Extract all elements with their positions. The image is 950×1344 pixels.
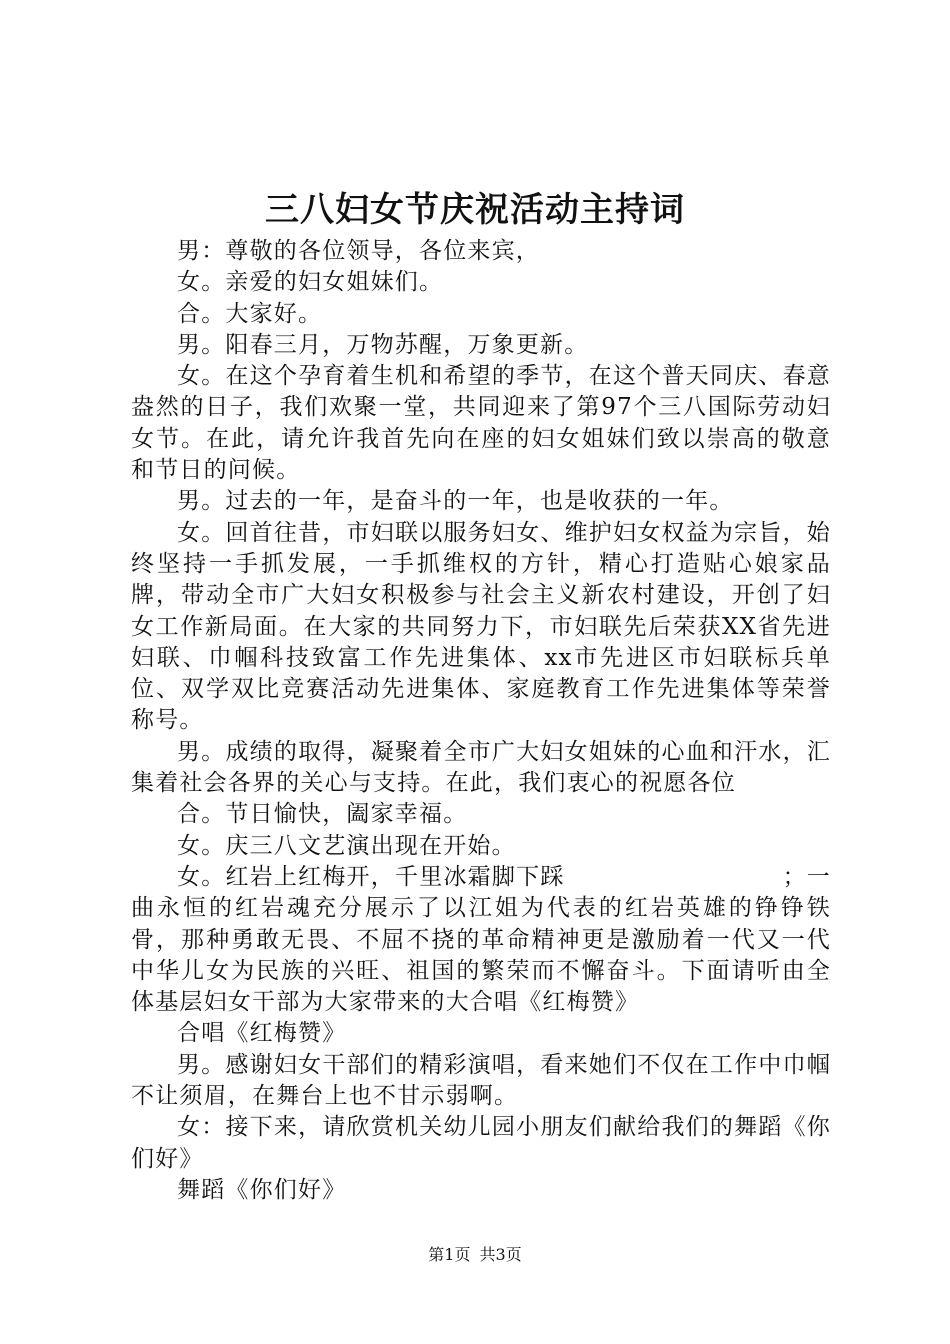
paragraph: 合唱《红梅赞》 xyxy=(177,1020,347,1047)
paragraph: 男。成绩的取得，凝聚着全市广大妇女姐妹的心血和汗水，汇集着社会各界的关心与支持。在此，我们衷心的祝愿各位 xyxy=(131,738,831,797)
paragraph: 男。阳春三月，万物苏醒，万象更新。 xyxy=(177,331,589,358)
page-number: 第1页 xyxy=(428,1245,471,1264)
paragraph: 合。节日愉快，阖家幸福。 xyxy=(177,801,468,828)
paragraph: 男：尊敬的各位领导，各位来宾， xyxy=(177,238,540,264)
document-body xyxy=(131,236,831,1206)
paragraph: 女。庆三八文艺演出现在开始。 xyxy=(177,832,516,859)
paragraph: 男。感谢妇女干部们的精彩演唱，看来她们不仅在工作中巾帼不让须眉，在舞台上也不甘示弱啊。 xyxy=(131,1051,831,1110)
page-footer xyxy=(0,1243,950,1267)
paragraph: 舞蹈《你们好》 xyxy=(177,1176,347,1203)
page-total: 共3页 xyxy=(479,1245,522,1264)
document-title: 三八妇女节庆祝活动主持词 xyxy=(265,190,685,230)
paragraph: 女。红岩上红梅开，千里冰霜脚下踩 ；一曲永恒的红岩魂充分展示了以江姐为代表的红岩英雄的铮铮铁骨，那种勇敢无畏、不屈不挠的革命精神更是激励着一代又一代中华儿女为民族的兴旺、祖国的繁荣而不懈奋斗。下面请听由全体基层妇女干部为大家带来的大合唱《红梅赞》 xyxy=(131,863,831,1016)
paragraph: 女。在这个孕育着生机和希望的季节，在这个普天同庆、春意盎然的日子，我们欢聚一堂，共同迎来了第97个三八国际劳动妇女节。在此，请允许我首先向在座的妇女姐妹们致以崇高的敬意和节日的问候。 xyxy=(131,363,831,484)
paragraph: 女：接下来，请欣赏机关幼儿园小朋友们献给我们的舞蹈《你们好》 xyxy=(131,1114,831,1172)
paragraph: 合。大家好。 xyxy=(177,300,323,327)
paragraph: 女。亲爱的妇女姐妹们。 xyxy=(177,269,444,296)
paragraph: 男。过去的一年，是奋斗的一年，也是收获的一年。 xyxy=(177,488,734,515)
paragraph: 女。回首往昔，市妇联以服务妇女、维护妇女权益为宗旨，始终坚持一手抓发展，一手抓维权的方针，精心打造贴心娘家品牌，带动全市广大妇女积极参与社会主义新农村建设，开创了妇女工作新局面。在大家的共同努力下，市妇联先后荣获XX省先进妇联、巾帼科技致富工作先进集体、xx市先进区市妇联标兵单位、双学双比竞赛活动先进集体、家庭教育工作先进集体等荣誉称号。 xyxy=(131,519,831,734)
